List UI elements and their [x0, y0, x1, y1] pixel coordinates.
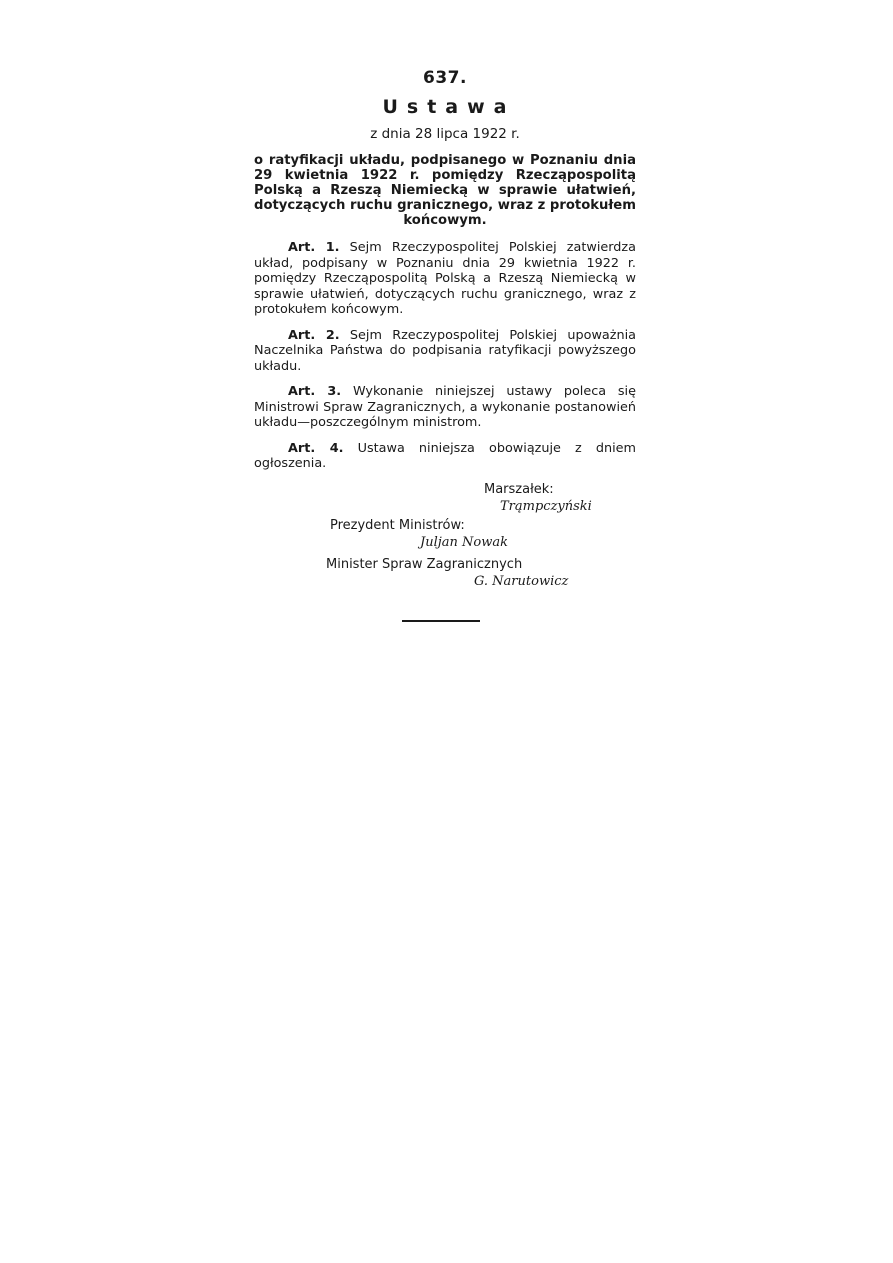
signature-block	[254, 482, 636, 602]
document-subject: o ratyfikacji układu, podpisanego w Poznaniu dnia 29 kwietnia 1922 r. pomiędzy Rzecząpospolitą Polską a Rzeszą Niemiecką w sprawie ułatwień, dotyczących ruchu granicznego, wraz z protokułem końcowym.	[254, 153, 636, 228]
fm-title: Minister Spraw Zagranicznych	[326, 556, 523, 572]
law-document	[254, 68, 636, 602]
document-title: Ustawa	[382, 96, 516, 118]
article-label: Art. 2.	[288, 327, 340, 343]
article-label: Art. 4.	[288, 440, 344, 456]
pm-name: Juljan Nowak	[420, 534, 508, 550]
fm-name: G. Narutowicz	[474, 573, 569, 589]
document-date: z dnia 28 lipca 1922 r.	[370, 126, 520, 142]
article-3	[254, 384, 636, 431]
article-2	[254, 328, 636, 375]
article-label: Art. 3.	[288, 384, 342, 399]
marshal-title: Marszałek:	[484, 481, 554, 497]
article-text: Sejm Rzeczypospolitej Polskiej zatwierdza układ, podpisany w Poznaniu dnia 29 kwietnia 1922 r. pomiędzy Rzecząpospolitą Polską a Rzeszą Niemiecką w sprawie ułatwień, dotyczących ruchu granicznego, wraz z protokułem końcowym.	[254, 240, 636, 317]
marshal-name: Trąmpczyński	[500, 498, 592, 514]
document-number: 637.	[423, 68, 467, 88]
article-1	[254, 240, 636, 318]
article-text: Sejm Rzeczypospolitej Polskiej upoważnia Naczelnika Państwa do podpisania ratyfikacji powyższego układu.	[254, 327, 636, 374]
article-4	[254, 441, 636, 472]
closing-rule	[402, 620, 480, 622]
article-text: Wykonanie niniejszej ustawy poleca się Ministrowi Spraw Zagranicznych, a wykonanie postanowień układu—poszczególnym ministrom.	[254, 384, 636, 430]
article-text: Ustawa niniejsza obowiązuje z dniem ogłoszenia.	[254, 440, 636, 471]
article-label: Art. 1.	[288, 240, 340, 255]
pm-title: Prezydent Ministrów:	[330, 517, 465, 533]
